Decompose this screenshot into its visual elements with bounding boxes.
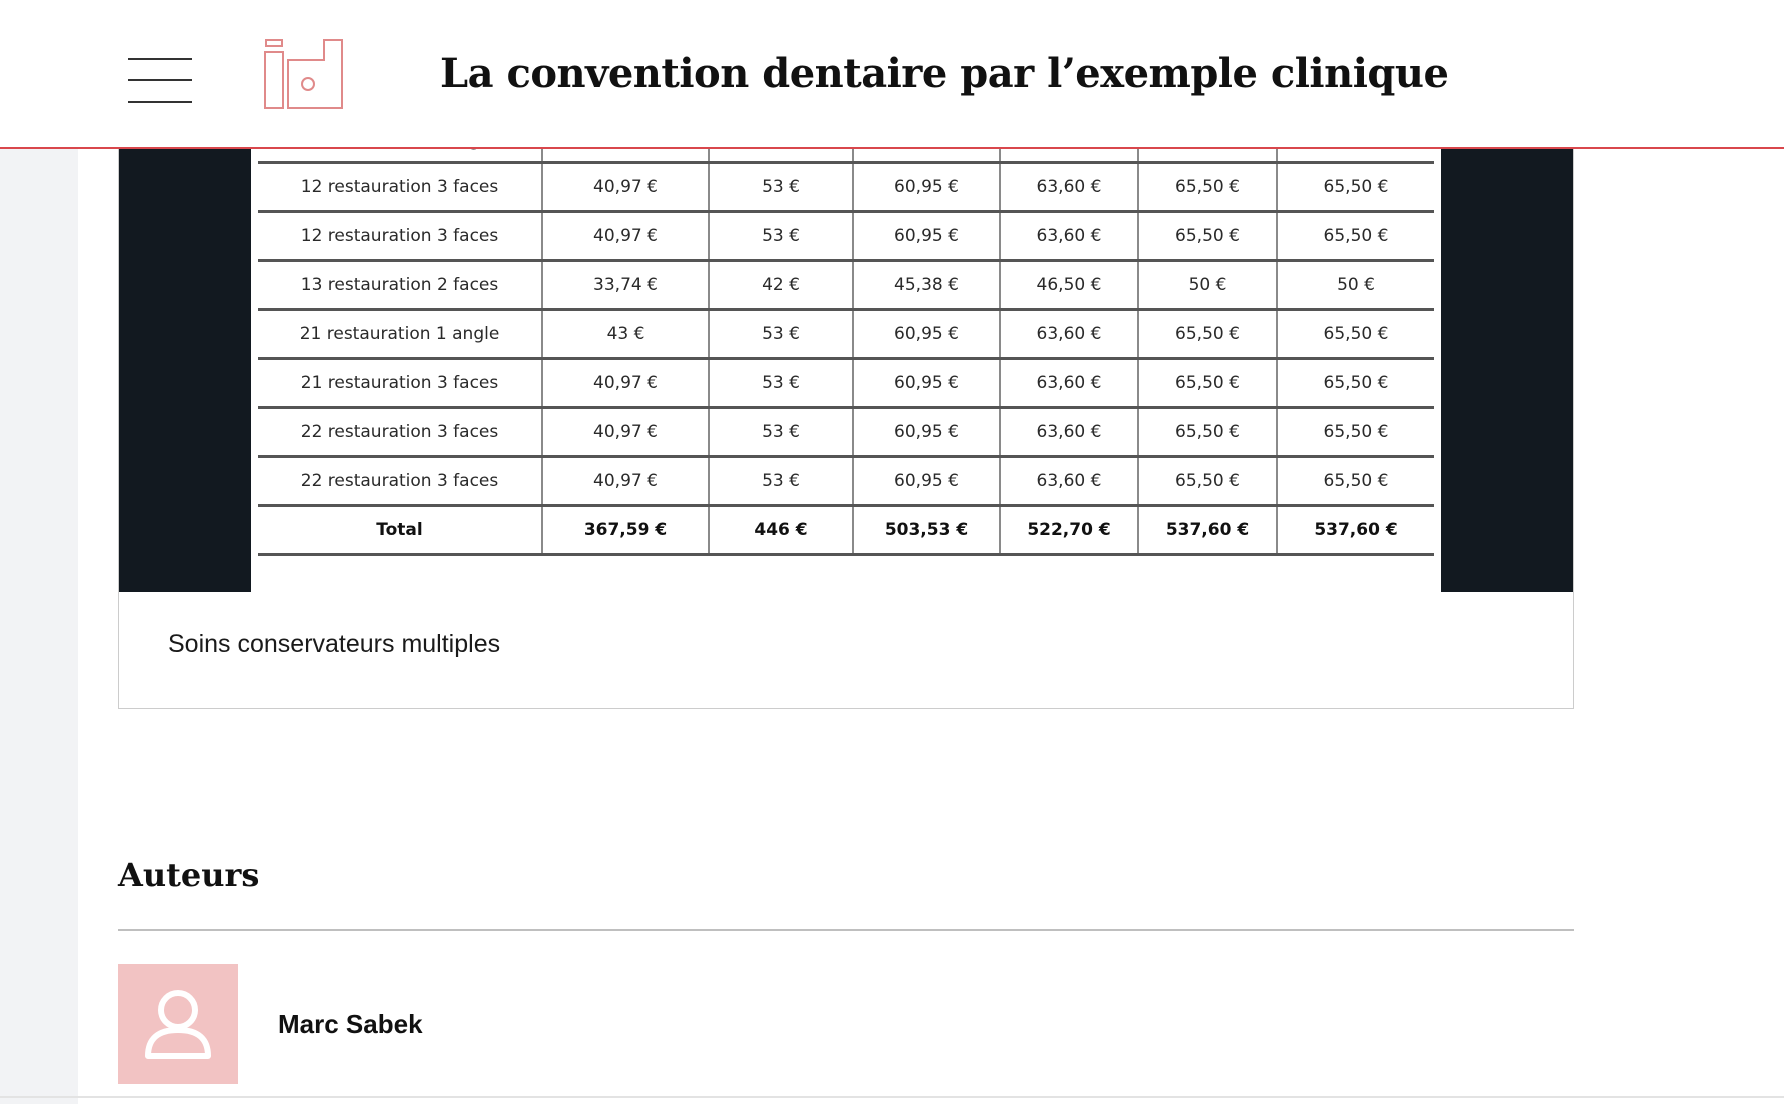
table-cell: 40,97 € <box>542 408 709 457</box>
table-total-cell: 367,59 € <box>542 506 709 555</box>
table-cell: 21 restauration 1 angle <box>258 310 542 359</box>
table-cell: 42 € <box>709 261 853 310</box>
table-cell: 60,95 € <box>853 408 1000 457</box>
author-name[interactable]: Marc Sabek <box>278 1009 423 1039</box>
left-gutter <box>0 149 78 1104</box>
table-cell: 43 € <box>542 310 709 359</box>
table-cell: 65,50 € <box>1277 163 1434 212</box>
table-cell: 60,95 € <box>853 310 1000 359</box>
table-cell: 53 € <box>709 359 853 408</box>
table-total-cell: 446 € <box>709 506 853 555</box>
figure-caption: Soins conservateurs multiples <box>168 630 501 658</box>
table-cell: 65,50 € <box>1277 310 1434 359</box>
site-header <box>0 0 1784 149</box>
table-cell: 46,50 € <box>1000 261 1138 310</box>
table-cell: 40,97 € <box>542 359 709 408</box>
table-cell: 60,95 € <box>853 212 1000 261</box>
table-cell: 65,50 € <box>1138 408 1277 457</box>
table-cell: 53 € <box>709 408 853 457</box>
table-total-cell: 537,60 € <box>1138 506 1277 555</box>
table-total-cell: Total <box>258 506 542 555</box>
table-cell: 21 restauration 3 faces <box>258 359 542 408</box>
user-placeholder-icon <box>118 964 238 1084</box>
table-paper <box>251 121 1441 592</box>
table-row <box>258 163 1434 212</box>
hamburger-menu-icon[interactable] <box>128 58 192 104</box>
table-row <box>258 408 1434 457</box>
table-cell: 53 € <box>709 212 853 261</box>
table-total-row <box>258 506 1434 555</box>
table-cell: 63,60 € <box>1000 163 1138 212</box>
table-cell: 40,97 € <box>542 212 709 261</box>
figure <box>118 120 1574 709</box>
bottom-divider <box>0 1096 1784 1098</box>
table-cell: 63,60 € <box>1000 212 1138 261</box>
table-cell: 65,50 € <box>1277 457 1434 506</box>
table-image <box>119 121 1573 592</box>
table-cell: 50 € <box>1277 261 1434 310</box>
table-total-cell: 522,70 € <box>1000 506 1138 555</box>
table-cell: 65,50 € <box>1138 310 1277 359</box>
authors-divider <box>118 929 1574 931</box>
table-total-cell: 537,60 € <box>1277 506 1434 555</box>
table-cell: 65,50 € <box>1138 457 1277 506</box>
table-cell: 63,60 € <box>1000 310 1138 359</box>
table-row <box>258 457 1434 506</box>
site-title[interactable]: La convention dentaire par l’exemple clinique <box>440 50 1449 97</box>
table-row <box>258 359 1434 408</box>
table-cell: 45,38 € <box>853 261 1000 310</box>
table-cell: 65,50 € <box>1138 212 1277 261</box>
table-cell: 12 restauration 3 faces <box>258 212 542 261</box>
table-cell: 13 restauration 2 faces <box>258 261 542 310</box>
table-cell: 53 € <box>709 457 853 506</box>
site-logo-icon[interactable] <box>262 38 346 110</box>
table-total-cell: 503,53 € <box>853 506 1000 555</box>
table-cell: 65,50 € <box>1277 408 1434 457</box>
table-cell: 60,95 € <box>853 359 1000 408</box>
table-cell: 65,50 € <box>1138 163 1277 212</box>
table-row <box>258 310 1434 359</box>
table-cell: 60,95 € <box>853 457 1000 506</box>
table-cell: 60,95 € <box>853 163 1000 212</box>
fees-table <box>258 121 1434 556</box>
table-cell: 22 restauration 3 faces <box>258 457 542 506</box>
table-cell: 53 € <box>709 310 853 359</box>
table-cell: 63,60 € <box>1000 457 1138 506</box>
table-cell: 50 € <box>1138 261 1277 310</box>
table-cell: 65,50 € <box>1277 212 1434 261</box>
table-cell: 40,97 € <box>542 163 709 212</box>
table-cell: 63,60 € <box>1000 359 1138 408</box>
table-cell: 65,50 € <box>1277 359 1434 408</box>
authors-heading: Auteurs <box>118 856 260 894</box>
table-cell: 33,74 € <box>542 261 709 310</box>
table-cell: 40,97 € <box>542 457 709 506</box>
table-cell: 63,60 € <box>1000 408 1138 457</box>
table-row <box>258 261 1434 310</box>
avatar[interactable] <box>118 964 238 1084</box>
table-row <box>258 212 1434 261</box>
table-cell: 53 € <box>709 163 853 212</box>
table-cell: 22 restauration 3 faces <box>258 408 542 457</box>
table-cell: 65,50 € <box>1138 359 1277 408</box>
table-cell: 12 restauration 3 faces <box>258 163 542 212</box>
